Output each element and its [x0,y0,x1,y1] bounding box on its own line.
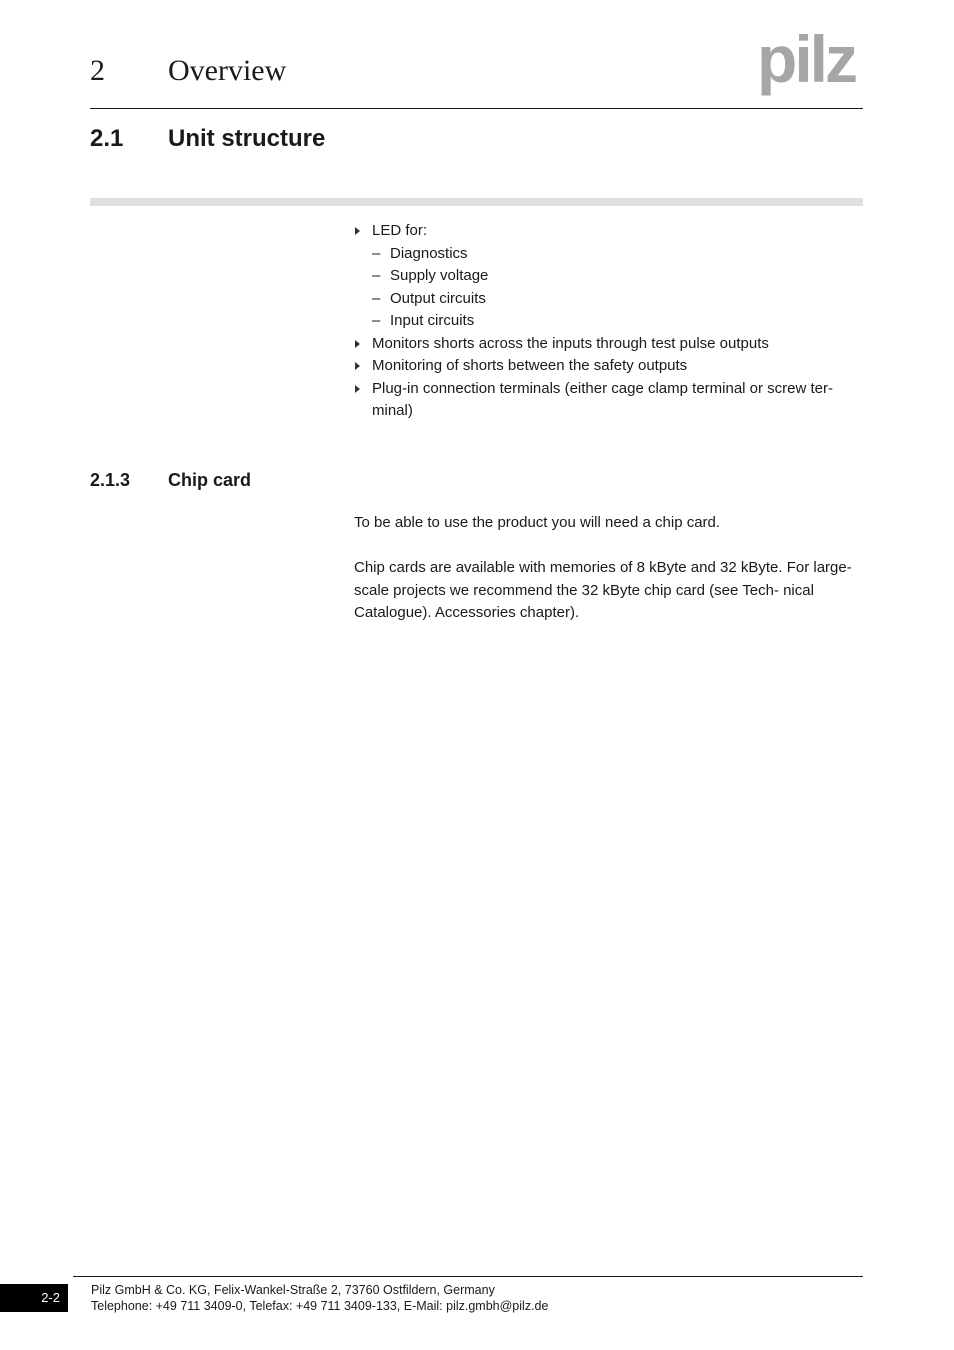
subsection-title: Chip card [168,470,252,490]
page-number: 2-2 [0,1284,68,1312]
dash-bullet: – [372,289,381,307]
dash-bullet: – [372,244,381,262]
footer-contact: Telephone: +49 711 3409-0, Telefax: +49 711 3409-133, E-Mail: pilz.gmbh@pilz.de [91,1299,549,1313]
chip-card-paragraph-2: Chip cards are available with memories of 8 kByte and 32 kByte. For large-scale projects we recommend the 32 kByte chip card (see Tech- nical Catalogue). Accessories chapter). [354,559,852,621]
chapter-number: 2 [90,54,105,87]
dash-bullet: – [372,267,381,284]
subsection-number: 2.1.3 [90,470,131,490]
chapter-title: Overview [168,54,287,87]
list-item [354,220,866,333]
list-item [354,355,866,378]
footer-rule [73,1276,863,1277]
pilz-logo [746,28,866,96]
triangle-bullet-icon [355,385,360,393]
section-number: 2.1 [90,125,124,152]
sub-list-item-text: Supply voltage [390,267,489,284]
feature-list [354,220,866,423]
list-item-text: Monitoring of shorts between the safety outputs [372,357,688,374]
section-title: Unit structure [168,125,326,152]
list-item-text: Monitors shorts across the inputs through test pulse outputs [372,334,769,352]
pilz-logo-text: pilz [757,28,855,96]
sub-list-item [372,243,866,266]
sub-list-item-text: Input circuits [390,312,475,329]
sub-list-item [372,310,866,333]
footer-address: Pilz GmbH & Co. KG, Felix-Wankel-Straße 2, 73760 Ostfildern, Germany [91,1283,495,1297]
sub-list-item-text: Diagnostics [390,244,468,262]
dash-bullet: – [372,312,381,329]
chip-card-paragraph-1: To be able to use the product you will need a chip card. [354,514,721,531]
triangle-bullet-icon [355,340,360,348]
list-item [354,333,866,356]
header-rule [90,108,863,109]
led-sublist [372,243,866,333]
sub-list-item [372,265,866,288]
list-item [354,378,866,423]
section-divider-bar [90,198,863,206]
triangle-bullet-icon [355,362,360,370]
triangle-bullet-icon [355,227,360,235]
list-item-text: LED for: [372,222,428,239]
sub-list-item [372,288,866,311]
list-item-text: Plug-in connection terminals (either cage clamp terminal or screw ter- minal) [372,379,834,419]
sub-list-item-text: Output circuits [390,289,486,307]
